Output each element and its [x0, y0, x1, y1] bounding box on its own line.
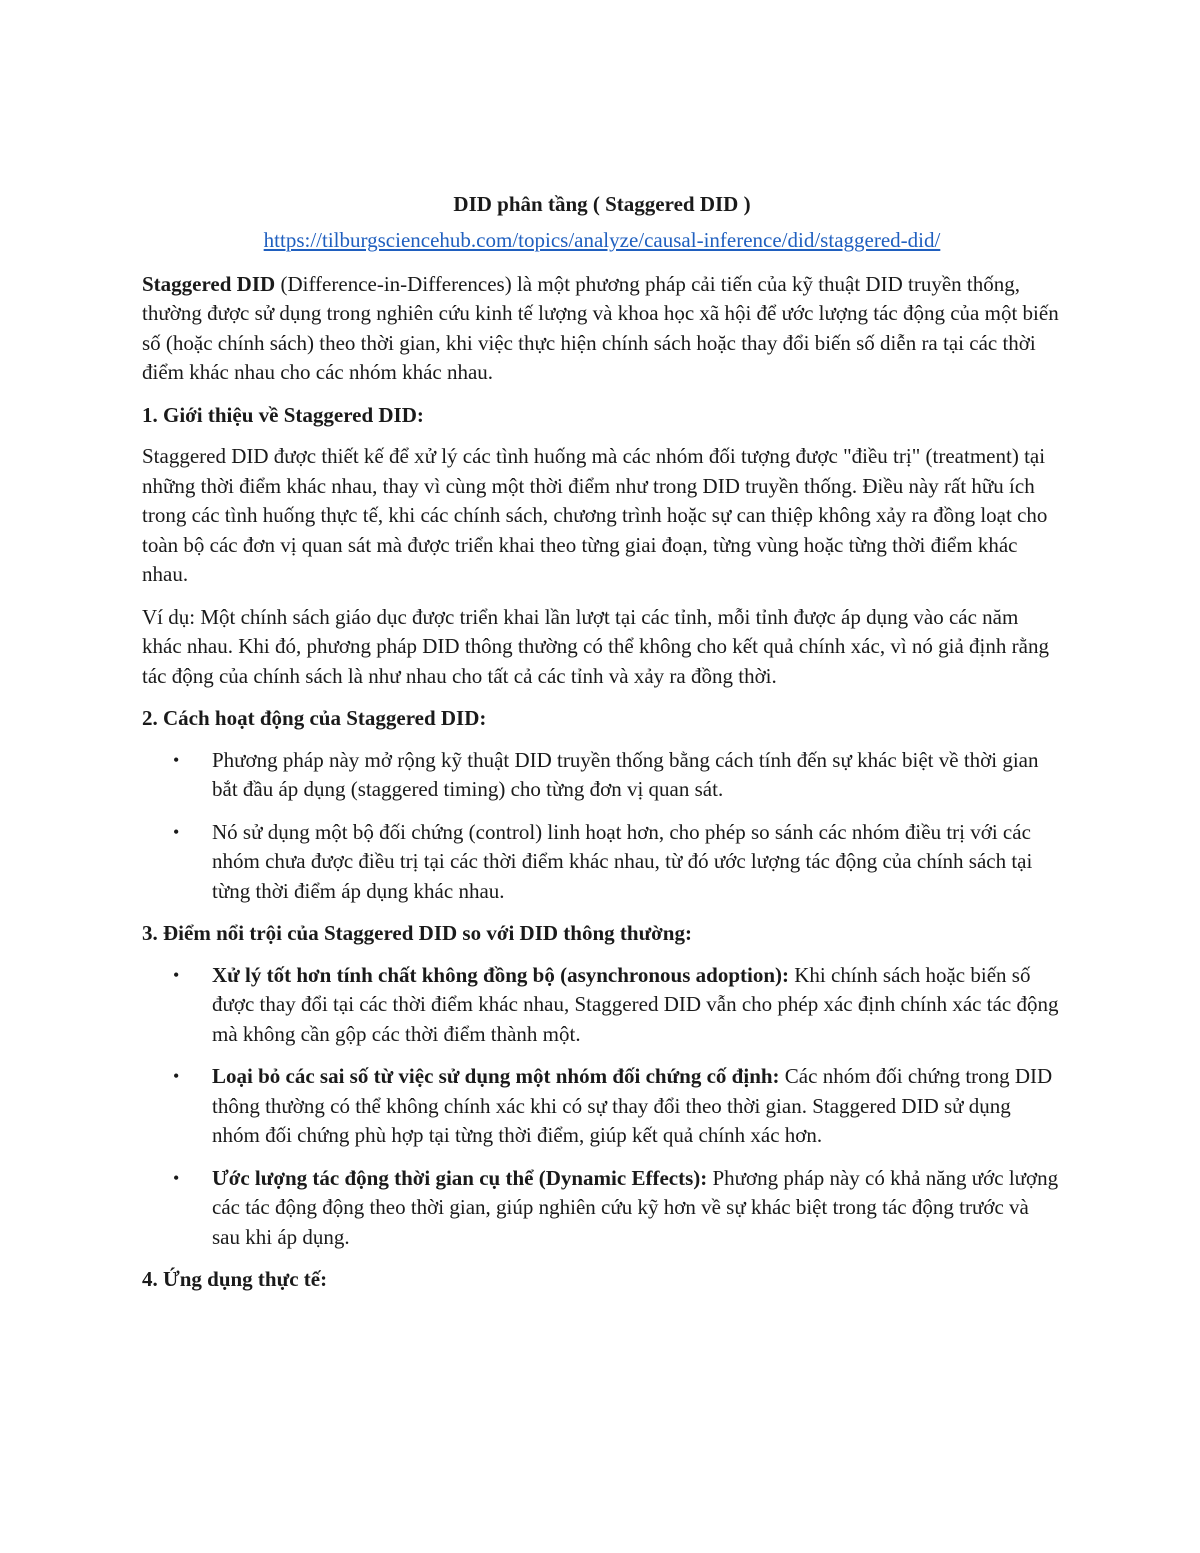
list-item-text: Phương pháp này mở rộng kỹ thuật DID truyền thống bằng cách tính đến sự khác biệt về thời gian bắt đầu áp dụng (staggered timing) cho từng đơn vị quan sát.: [212, 747, 1039, 801]
intro-paragraph: [142, 270, 1062, 388]
intro-bold-term: Staggered DID: [142, 271, 276, 296]
section-2-heading: 2. Cách hoạt động của Staggered DID:: [142, 706, 487, 730]
list-item-text: Phương pháp này có khả năng ước lượng các tác động động theo thời gian, giúp nghiên cứu kỹ hơn về sự khác biệt trong tác động trước và sau khi áp dụng.: [212, 1165, 1059, 1249]
list-item: [142, 1062, 1062, 1151]
list-item-text: Khi chính sách hoặc biến số được thay đổi tại các thời điểm khác nhau, Staggered DID vẫn cho phép xác định chính xác tác động mà không cần gộp các thời điểm thành một.: [212, 962, 1059, 1046]
list-item: [142, 818, 1062, 907]
section-1-heading: 1. Giới thiệu về Staggered DID:: [142, 402, 424, 427]
section-3-heading: 3. Điểm nổi trội của Staggered DID so với DID thông thường:: [142, 921, 692, 945]
list-item-text: Các nhóm đối chứng trong DID thông thường có thể không chính xác khi có sự thay đổi theo thời gian. Staggered DID sử dụng nhóm đối chứng phù hợp tại từng thời điểm, giúp kết quả chính xác hơn.: [212, 1064, 1053, 1147]
bullet-icon: •: [173, 1167, 180, 1188]
document-page: [142, 188, 1062, 1307]
list-item-bold-lead: Ước lượng tác động thời gian cụ thể (Dynamic Effects):: [212, 1165, 708, 1190]
list-item-bold-lead: Loại bỏ các sai số từ việc sử dụng một nhóm đối chứng cố định:: [212, 1064, 780, 1088]
list-item: [142, 1164, 1062, 1253]
section-1-paragraph-2: Ví dụ: Một chính sách giáo dục được triển khai lần lượt tại các tỉnh, mỗi tỉnh được áp dụng vào các năm khác nhau. Khi đó, phương pháp DID thông thường có thể không cho kết quả chính xác, vì nó giả định rằng tác động của chính sách là như nhau cho tất cả các tỉnh và xảy ra đồng thời.: [142, 604, 1049, 688]
list-item: [142, 961, 1062, 1050]
list-item: [142, 746, 1062, 805]
bullet-icon: •: [173, 1066, 180, 1086]
list-item-text: Nó sử dụng một bộ đối chứng (control) linh hoạt hơn, cho phép so sánh các nhóm điều trị với các nhóm chưa được điều trị tại các thời điểm khác nhau, từ đó ước lượng tác động của chính sách tại từng thời điểm áp dụng khác nhau.: [212, 819, 1033, 903]
bullet-icon: •: [173, 964, 180, 985]
list-item-bold-lead: Xử lý tốt hơn tính chất không đồng bộ (asynchronous adoption):: [212, 962, 789, 987]
intro-text: (Difference-in-Differences) là một phương pháp cải tiến của kỹ thuật DID truyền thống, thường được sử dụng trong nghiên cứu kinh tế lượng và khoa học xã hội để ước lượng tác động của một biến số (hoặc chính sách) theo thời gian, khi việc thực hiện chính sách hoặc thay đổi biến số diễn ra tại các thời điểm khác nhau cho các nhóm khác nhau.: [142, 271, 1059, 384]
document-title: DID phân tầng ( Staggered DID ): [453, 192, 751, 216]
bullet-icon: •: [173, 749, 180, 770]
bullet-icon: •: [173, 821, 180, 842]
section-2-list: [142, 746, 1062, 907]
section-3-list: [142, 961, 1062, 1253]
source-link[interactable]: https://tilburgsciencehub.com/topics/analyze/causal-inference/did/staggered-did/: [263, 228, 941, 252]
source-link-line: [142, 226, 1062, 256]
section-4-heading: 4. Ứng dụng thực tế:: [142, 1267, 328, 1291]
section-1-paragraph-1: Staggered DID được thiết kế để xử lý các tình huống mà các nhóm đối tượng được "điều trị" (treatment) tại những thời điểm khác nhau, thay vì cùng một thời điểm như trong DID truyền thống. Điều này rất hữu ích trong các tình huống thực tế, khi các chính sách, chương trình hoặc sự can thiệp không xảy ra đồng loạt cho toàn bộ các đơn vị quan sát mà được triển khai theo từng giai đoạn, từng vùng hoặc từng thời điểm khác nhau.: [142, 444, 1048, 586]
